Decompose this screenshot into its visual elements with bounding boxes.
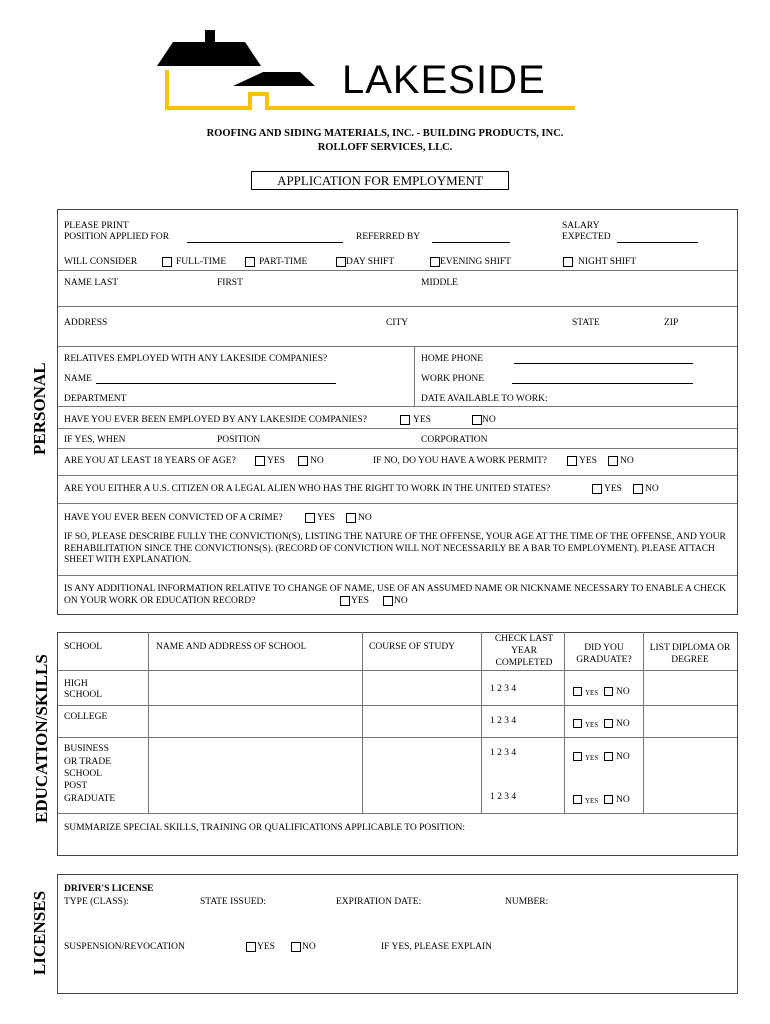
salary-label: SALARY [562, 221, 600, 231]
department-label: DEPARTMENT [64, 394, 127, 404]
skills-summary-label: SUMMARIZE SPECIAL SKILLS, TRAINING OR QUALIFICATIONS APPLICABLE TO POSITION: [64, 823, 466, 833]
night-shift-checkbox[interactable] [563, 257, 573, 267]
day-shift-checkbox[interactable] [336, 257, 346, 267]
zip-label: ZIP [664, 318, 679, 328]
home-phone-label: HOME PHONE [421, 354, 484, 364]
work-permit-yes-checkbox[interactable] [567, 456, 577, 466]
prior-corporation-label: CORPORATION [421, 435, 488, 445]
age-18-question: ARE YOU AT LEAST 18 YEARS OF AGE? [64, 456, 236, 466]
row-business-trade-label: BUSINESS OR TRADE SCHOOL [64, 744, 112, 779]
drivers-license-heading: DRIVER'S LICENSE [64, 884, 154, 894]
col-school-header: SCHOOL [64, 642, 103, 652]
work-phone-field[interactable] [512, 383, 693, 384]
suspension-yes-checkbox[interactable] [246, 942, 256, 952]
suspension-no-checkbox[interactable] [291, 942, 301, 952]
employed-before-question: HAVE YOU EVER BEEN EMPLOYED BY ANY LAKESIDE COMPANIES? [64, 415, 367, 425]
night-shift-label: NIGHT SHIFT [578, 257, 637, 267]
employed-before-no-checkbox[interactable] [472, 415, 482, 425]
if-yes-explain-label: IF YES, PLEASE EXPLAIN [381, 942, 493, 952]
age-18-yes-checkbox[interactable] [255, 456, 265, 466]
additional-info-yes-checkbox[interactable] [340, 596, 350, 606]
high-school-grad-no-label: NO [616, 687, 630, 697]
employed-before-no-label: NO [482, 415, 496, 425]
convicted-no-label: NO [358, 513, 372, 523]
company-subtitle-1: ROOFING AND SIDING MATERIALS, INC. - BUILDING PRODUCTS, INC. [206, 128, 564, 139]
conviction-description: IF SO, PLEASE DESCRIBE FULLY THE CONVICTION(S), LISTING THE NATURE OF THE OFFENSE, YOUR AGE AT THE TIME OF THE OFFENSE, AND YOUR REHABILITATION SINCE THE CONVICTIONS(S). (RECORD OF CONVICTION WILL NOT NECESSARILY BE A BAR TO EMPLOYMENT). PLEASE ATTACH SHEET WITH EXPLANATION. [64, 532, 726, 565]
company-name: LAKESIDE [342, 58, 546, 102]
suspension-no-label: NO [302, 942, 316, 952]
business-trade-grad-no-label: NO [616, 752, 630, 762]
post-graduate-grad-yes-label: YES [585, 797, 599, 805]
row-post-graduate-label: POST GRADUATE [64, 781, 116, 804]
high-school-years[interactable]: 1 2 3 4 [490, 684, 517, 694]
age-18-yes-label: YES [267, 456, 285, 466]
col-check-last-header: CHECK LAST YEAR COMPLETED [494, 634, 554, 668]
citizen-yes-label: YES [604, 484, 622, 494]
citizen-yes-checkbox[interactable] [592, 484, 602, 494]
col-diploma-header: LIST DIPLOMA OR DEGREE [649, 643, 731, 665]
evening-shift-checkbox[interactable] [430, 257, 440, 267]
business-trade-grad-yes-label: YES [585, 754, 599, 762]
relative-name-field[interactable] [96, 383, 336, 384]
col-graduate-header: DID YOU GRADUATE? [576, 643, 632, 665]
work-permit-yes-label: YES [579, 456, 597, 466]
suspension-revocation-label: SUSPENSION/REVOCATION [64, 942, 185, 952]
suspension-yes-label: YES [257, 942, 275, 952]
referred-by-label: REFERRED BY [356, 232, 421, 242]
business-trade-grad-no-checkbox[interactable] [604, 752, 613, 761]
license-state-issued-label: STATE ISSUED: [200, 897, 267, 907]
employed-before-yes-checkbox[interactable] [400, 415, 410, 425]
high-school-grad-yes-checkbox[interactable] [573, 687, 582, 696]
post-graduate-grad-no-checkbox[interactable] [604, 795, 613, 804]
college-grad-no-checkbox[interactable] [604, 719, 613, 728]
prior-position-label: POSITION [217, 435, 261, 445]
college-grad-no-label: NO [616, 719, 630, 729]
high-school-grad-yes-label: YES [585, 689, 599, 697]
citizen-no-label: NO [645, 484, 659, 494]
company-subtitle-2: ROLLOFF SERVICES, LLC. [317, 142, 453, 153]
citizen-no-checkbox[interactable] [633, 484, 643, 494]
post-graduate-grad-yes-checkbox[interactable] [573, 795, 582, 804]
high-school-grad-no-checkbox[interactable] [604, 687, 613, 696]
section-licenses-label: LICENSES [30, 890, 49, 976]
college-years[interactable]: 1 2 3 4 [490, 716, 517, 726]
referred-by-field[interactable] [432, 242, 510, 243]
convicted-no-checkbox[interactable] [346, 513, 356, 523]
city-label: CITY [386, 318, 409, 328]
business-trade-years[interactable]: 1 2 3 4 [490, 748, 517, 758]
section-education-label: EDUCATION/SKILLS [32, 654, 51, 823]
additional-info-no-label: NO [394, 596, 408, 606]
please-print-label: PLEASE PRINT [64, 221, 129, 231]
expected-label: EXPECTED [562, 232, 611, 242]
convicted-question: HAVE YOU EVER BEEN CONVICTED OF A CRIME? [64, 513, 283, 523]
convicted-yes-label: YES [317, 513, 335, 523]
business-trade-grad-yes-checkbox[interactable] [573, 752, 582, 761]
day-shift-label: DAY SHIFT [346, 257, 395, 267]
position-applied-field[interactable] [187, 242, 343, 243]
part-time-checkbox[interactable] [245, 257, 255, 267]
will-consider-label: WILL CONSIDER [64, 257, 138, 267]
college-grad-yes-checkbox[interactable] [573, 719, 582, 728]
first-name-label: FIRST [217, 278, 243, 288]
age-18-no-label: NO [310, 456, 324, 466]
license-type-class-label: TYPE (CLASS): [64, 897, 129, 907]
additional-info-yes-label: YES [351, 596, 369, 606]
salary-expected-field[interactable] [617, 242, 698, 243]
work-permit-question: IF NO, DO YOU HAVE A WORK PERMIT? [373, 456, 547, 466]
post-graduate-grad-no-label: NO [616, 795, 630, 805]
form-title: APPLICATION FOR EMPLOYMENT [251, 171, 509, 190]
name-last-label: NAME LAST [64, 278, 119, 288]
relative-name-label: NAME [64, 374, 92, 384]
additional-info-no-checkbox[interactable] [383, 596, 393, 606]
part-time-label: PART-TIME [259, 257, 308, 267]
middle-name-label: MIDDLE [421, 278, 458, 288]
license-expiration-label: EXPIRATION DATE: [336, 897, 422, 907]
additional-info-question: IS ANY ADDITIONAL INFORMATION RELATIVE TO CHANGE OF NAME, USE OF AN ASSUMED NAME OR NICKNAME NECESSARY TO ENABLE A CHECK ON YOUR WORK OR EDUCATION RECORD? [64, 584, 726, 606]
section-personal-label: PERSONAL [30, 362, 49, 455]
position-applied-label: POSITION APPLIED FOR [64, 232, 170, 242]
evening-shift-label: EVENING SHIFT [440, 257, 511, 267]
full-time-checkbox[interactable] [162, 257, 172, 267]
address-label: ADDRESS [64, 318, 108, 328]
relatives-question: RELATIVES EMPLOYED WITH ANY LAKESIDE COMPANIES? [64, 354, 328, 364]
post-graduate-years[interactable]: 1 2 3 4 [490, 792, 517, 802]
row-high-school-label: HIGH SCHOOL [64, 679, 103, 700]
home-phone-field[interactable] [514, 363, 693, 364]
work-permit-no-checkbox[interactable] [608, 456, 618, 466]
employed-before-yes-label: YES [413, 415, 431, 425]
row-college-label: COLLEGE [64, 712, 108, 722]
state-label: STATE [572, 318, 600, 328]
col-course-header: COURSE OF STUDY [369, 642, 456, 652]
if-yes-when-label: IF YES, WHEN [64, 435, 126, 445]
work-phone-label: WORK PHONE [421, 374, 485, 384]
citizen-question: ARE YOU EITHER A U.S. CITIZEN OR A LEGAL ALIEN WHO HAS THE RIGHT TO WORK IN THE UNITED STATES? [64, 484, 551, 494]
date-available-label: DATE AVAILABLE TO WORK: [421, 394, 548, 404]
college-grad-yes-label: YES [585, 721, 599, 729]
licenses-section [57, 874, 738, 994]
age-18-no-checkbox[interactable] [298, 456, 308, 466]
work-permit-no-label: NO [620, 456, 634, 466]
license-number-label: NUMBER: [505, 897, 549, 907]
convicted-yes-checkbox[interactable] [305, 513, 315, 523]
full-time-label: FULL-TIME [176, 257, 227, 267]
col-name-address-header: NAME AND ADDRESS OF SCHOOL [156, 642, 307, 652]
